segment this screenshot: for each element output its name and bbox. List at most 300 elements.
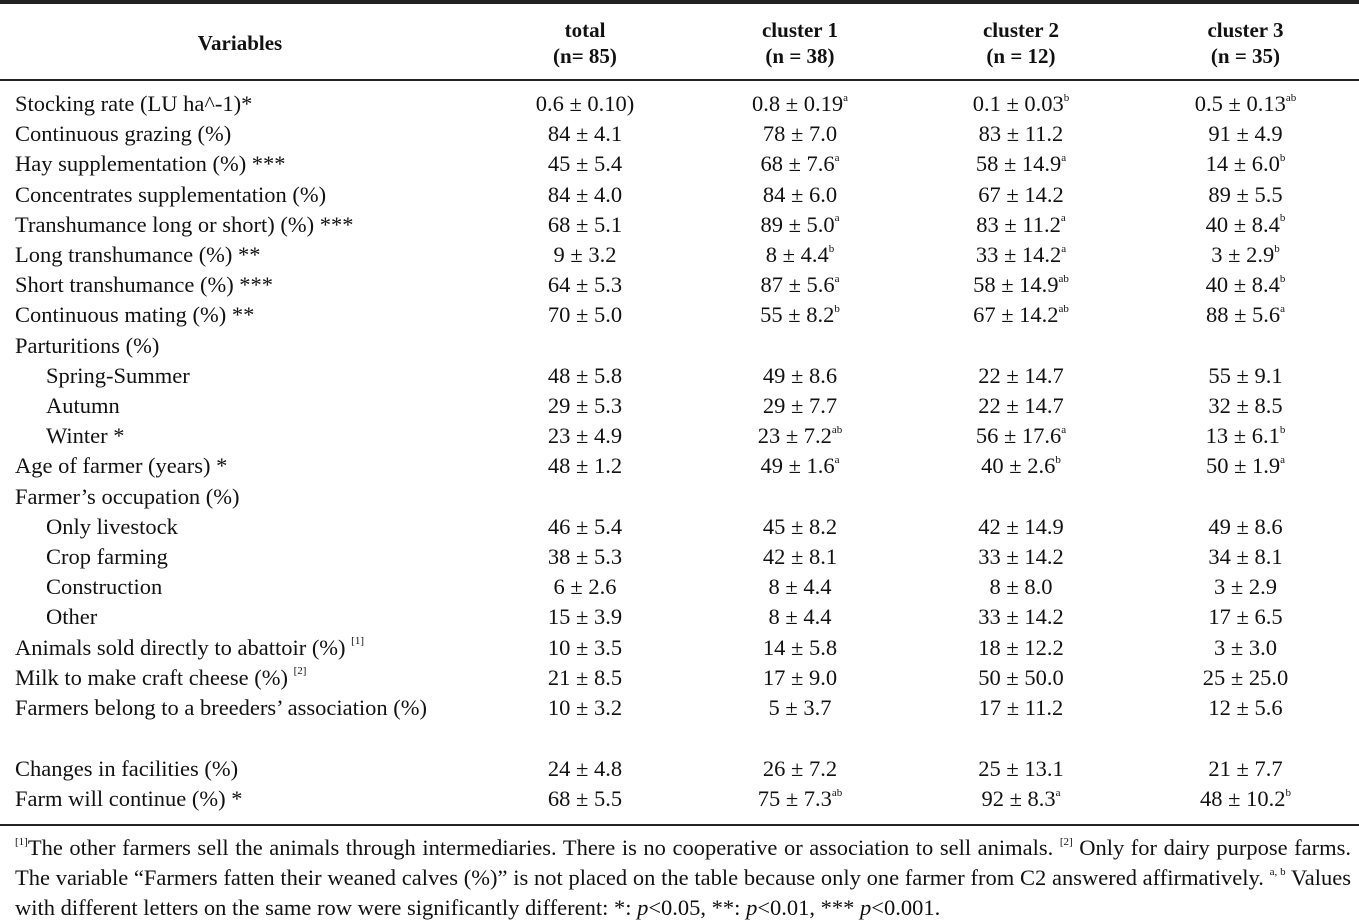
- cell-value: 10 ± 3.2: [547, 695, 623, 721]
- cell-value: 55 ± 8.2: [760, 302, 835, 328]
- cell-value: 75 ± 7.3: [757, 786, 832, 812]
- cell-value: 87 ± 5.6: [760, 272, 835, 298]
- cell-value: 34 ± 8.1: [1208, 544, 1283, 570]
- footnote-marker-1: [1]: [15, 835, 28, 848]
- significance-letter: a: [1060, 212, 1066, 225]
- cell-cluster-2: [910, 421, 1132, 451]
- cell-value: 13 ± 6.1: [1205, 423, 1280, 449]
- cell-value: 55 ± 9.1: [1208, 362, 1283, 388]
- cell-value: 48 ± 10.2: [1200, 786, 1286, 812]
- cell-value: 40 ± 8.4: [1205, 211, 1280, 237]
- cell-total: [480, 210, 690, 240]
- significance-letter: a: [843, 91, 848, 104]
- significance-letter: a: [1055, 786, 1061, 799]
- significance-letter: b: [834, 302, 840, 315]
- cell-value: 33 ± 14.2: [975, 242, 1062, 268]
- cell-value: 33 ± 14.2: [978, 544, 1064, 570]
- cell-value: 3 ± 2.9: [1211, 242, 1275, 268]
- header-total-n: (n= 85): [553, 44, 617, 68]
- cell-variable: [0, 602, 480, 632]
- significance-letter: a: [834, 151, 840, 164]
- cell-cluster-2: [910, 149, 1132, 179]
- variable-label: Long transhumance (%) **: [15, 242, 261, 268]
- variable-label: Continuous mating (%) **: [15, 302, 255, 328]
- variable-label: Stocking rate (LU ha^-1)*: [15, 91, 253, 116]
- variable-label: Parturitions (%): [15, 332, 160, 358]
- variable-label: Changes in facilities (%): [15, 756, 239, 782]
- table-row: [0, 180, 1359, 210]
- footnote-text-6: <0.001.: [871, 895, 941, 920]
- cell-cluster-3: [1132, 482, 1359, 512]
- cell-cluster-1: [690, 482, 910, 512]
- cell-cluster-3: [1132, 602, 1359, 632]
- cell-cluster-2: [910, 80, 1132, 119]
- header-total-name: total: [564, 18, 606, 42]
- cell-value: 0.6 ± 0.10): [535, 91, 635, 116]
- cell-cluster-2: [910, 300, 1132, 330]
- cell-value: 88 ± 5.6: [1205, 302, 1281, 328]
- table-row: [0, 754, 1359, 784]
- cell-value: 8 ± 4.4: [768, 574, 832, 600]
- footnote-text-3: Values with different letters on the same row were significantly different: *:: [15, 865, 1351, 920]
- cell-value: 49 ± 8.6: [1208, 513, 1283, 539]
- cell-value: 58 ± 14.9: [975, 151, 1062, 177]
- cell-value: 0.1 ± 0.03: [972, 91, 1064, 116]
- significance-letter: a: [1061, 242, 1067, 255]
- cell-value: 50 ± 1.9: [1205, 453, 1281, 479]
- cell-value: 46 ± 5.4: [547, 513, 623, 539]
- cell-total: [480, 240, 690, 270]
- cell-cluster-1: [690, 210, 910, 240]
- footnote-ref: [1]: [351, 635, 364, 648]
- cell-cluster-2: [910, 119, 1132, 149]
- variable-label: Continuous grazing (%): [15, 121, 232, 147]
- cell-value: 42 ± 14.9: [978, 513, 1064, 539]
- cell-value: 14 ± 5.8: [762, 634, 838, 660]
- table-row: [0, 451, 1359, 481]
- cell-total: [480, 602, 690, 632]
- table-row: [0, 602, 1359, 632]
- cell-cluster-1: [690, 602, 910, 632]
- cell-cluster-1: [690, 300, 910, 330]
- cell-cluster-3: [1132, 331, 1359, 361]
- cell-total: [480, 663, 690, 693]
- cell-cluster-3: [1132, 784, 1359, 825]
- cell-value: 23 ± 7.2: [757, 423, 832, 449]
- cell-value: 3 ± 2.9: [1214, 574, 1277, 600]
- cell-variable: [0, 633, 480, 663]
- significance-letter: ab: [831, 423, 843, 436]
- cell-total: [480, 180, 690, 210]
- significance-letter: b: [1063, 91, 1070, 104]
- significance-letter: b: [1279, 272, 1286, 285]
- significance-letter: a: [834, 212, 840, 225]
- cell-total: [480, 300, 690, 330]
- variable-label: Construction: [46, 574, 163, 600]
- cell-value: 48 ± 5.8: [547, 362, 623, 388]
- cell-value: 78 ± 7.0: [762, 121, 838, 147]
- cell-cluster-2: [910, 361, 1132, 391]
- variable-label: Crop farming: [46, 544, 168, 570]
- cell-value: 29 ± 7.7: [762, 393, 838, 419]
- footnote-text-2: Only for dairy purpose farms. The variable “Farmers fatten their weaned calves (%)” is not placed on the table because only one farmer from C2 answered affirmatively.: [15, 835, 1352, 890]
- cell-cluster-2: [910, 210, 1132, 240]
- cell-value: 83 ± 11.2: [978, 121, 1064, 147]
- cell-value: 68 ± 5.1: [547, 211, 623, 237]
- cell-value: 8 ± 8.0: [989, 574, 1053, 600]
- cell-cluster-2: [910, 572, 1132, 602]
- table-row: [0, 80, 1359, 119]
- cell-cluster-2: [910, 633, 1132, 663]
- variable-label: Hay supplementation (%) ***: [15, 151, 286, 177]
- header-cluster-2: [910, 3, 1132, 80]
- variable-label: Age of farmer (years) *: [15, 453, 228, 479]
- significance-letter: a: [1061, 423, 1067, 436]
- header-cluster-3-n: (n = 35): [1210, 44, 1281, 68]
- cell-total: [480, 572, 690, 602]
- cell-cluster-3: [1132, 391, 1359, 421]
- table-row: [0, 361, 1359, 391]
- header-cluster-2-n: (n = 12): [986, 44, 1056, 68]
- cell-cluster-2: [910, 331, 1132, 361]
- cell-cluster-3: [1132, 542, 1359, 572]
- cell-cluster-1: [690, 119, 910, 149]
- cell-variable: [0, 270, 480, 300]
- cell-cluster-2: [910, 602, 1132, 632]
- cell-value: 89 ± 5.5: [1208, 181, 1283, 207]
- cell-cluster-3: [1132, 572, 1359, 602]
- cell-value: 17 ± 6.5: [1208, 604, 1283, 630]
- table-row: [0, 119, 1359, 149]
- variable-label: Transhumance long or short) (%) ***: [15, 211, 354, 237]
- table-row: [0, 633, 1359, 663]
- cell-cluster-3: [1132, 361, 1359, 391]
- cell-variable: [0, 542, 480, 572]
- cell-value: 70 ± 5.0: [547, 302, 623, 328]
- cell-cluster-1: [690, 180, 910, 210]
- cell-value: 24 ± 4.8: [547, 756, 623, 782]
- cell-total: [480, 361, 690, 391]
- table-row: [0, 421, 1359, 451]
- cell-cluster-3: [1132, 451, 1359, 481]
- significance-letter: ab: [1058, 302, 1069, 315]
- table-row: [0, 693, 1359, 754]
- cell-value: 68 ± 7.6: [760, 151, 835, 177]
- cell-value: 67 ± 14.2: [973, 302, 1059, 328]
- cell-cluster-3: [1132, 119, 1359, 149]
- significance-letter: b: [1274, 242, 1280, 255]
- cell-cluster-1: [690, 693, 910, 754]
- cell-value: 22 ± 14.7: [978, 393, 1064, 419]
- cell-total: [480, 421, 690, 451]
- significance-letter: ab: [1058, 272, 1069, 285]
- cell-variable: [0, 240, 480, 270]
- cell-total: [480, 693, 690, 754]
- cell-value: 26 ± 7.2: [762, 756, 838, 782]
- cell-variable: [0, 572, 480, 602]
- cell-value: 92 ± 8.3: [981, 786, 1056, 812]
- cell-value: 56 ± 17.6: [975, 423, 1062, 449]
- significance-letter: a: [1061, 151, 1067, 164]
- cell-cluster-1: [690, 542, 910, 572]
- cell-value: 23 ± 4.9: [547, 423, 623, 449]
- cell-value: 9 ± 3.2: [553, 242, 617, 268]
- cell-variable: [0, 693, 480, 754]
- header-cluster-2-name: cluster 2: [982, 18, 1059, 42]
- cell-cluster-1: [690, 663, 910, 693]
- table-row: [0, 331, 1359, 361]
- cell-value: 8 ± 4.4: [765, 242, 829, 268]
- cell-cluster-2: [910, 270, 1132, 300]
- cell-cluster-1: [690, 754, 910, 784]
- variable-label: Only livestock: [46, 513, 178, 539]
- cell-value: 12 ± 5.6: [1208, 695, 1283, 721]
- cell-total: [480, 149, 690, 179]
- variable-label: Autumn: [46, 393, 120, 419]
- significance-letter: a: [1280, 302, 1286, 315]
- table-row: [0, 149, 1359, 179]
- cell-variable: [0, 80, 480, 119]
- significance-letter: b: [1279, 423, 1286, 436]
- cell-cluster-2: [910, 754, 1132, 784]
- cell-cluster-2: [910, 693, 1132, 754]
- cell-value: 33 ± 14.2: [978, 604, 1064, 630]
- table-row: [0, 240, 1359, 270]
- cell-cluster-1: [690, 633, 910, 663]
- cell-variable: [0, 149, 480, 179]
- footnote-p-2: p: [746, 895, 758, 920]
- cell-value: 6 ± 2.6: [553, 574, 617, 600]
- cell-value: 68 ± 5.5: [547, 786, 623, 812]
- cell-cluster-2: [910, 512, 1132, 542]
- variable-label: Short transhumance (%) ***: [15, 272, 274, 298]
- cell-total: [480, 80, 690, 119]
- cell-cluster-3: [1132, 633, 1359, 663]
- table-row: [0, 391, 1359, 421]
- cell-value: 5 ± 3.7: [768, 695, 832, 721]
- variable-label: Other: [46, 604, 98, 630]
- cell-variable: [0, 210, 480, 240]
- cell-variable: [0, 119, 480, 149]
- table-footnote: [15, 833, 1351, 923]
- cell-value: 84 ± 6.0: [762, 181, 838, 207]
- cell-value: 14 ± 6.0: [1205, 151, 1280, 177]
- header-cluster-3-name: cluster 3: [1207, 18, 1284, 42]
- cell-variable: [0, 784, 480, 825]
- header-cluster-3: [1132, 3, 1359, 80]
- cell-value: 67 ± 14.2: [978, 181, 1064, 207]
- footnote-marker-ab: a, b: [1269, 865, 1286, 878]
- variable-label: Spring-Summer: [46, 362, 190, 388]
- table-row: [0, 482, 1359, 512]
- variable-label: Winter *: [46, 423, 125, 449]
- cell-value: 10 ± 3.5: [547, 634, 623, 660]
- cell-cluster-1: [690, 572, 910, 602]
- cell-cluster-1: [690, 451, 910, 481]
- cell-variable: [0, 300, 480, 330]
- footnote-marker-2: [2]: [1059, 835, 1073, 848]
- significance-letter: a: [834, 272, 840, 285]
- header-cluster-1-n: (n = 38): [765, 44, 835, 68]
- cell-cluster-1: [690, 270, 910, 300]
- cell-cluster-3: [1132, 300, 1359, 330]
- significance-letter: a: [834, 453, 840, 466]
- cell-cluster-2: [910, 240, 1132, 270]
- cell-cluster-3: [1132, 240, 1359, 270]
- significance-letter: a: [1280, 453, 1286, 466]
- cell-variable: [0, 451, 480, 481]
- significance-letter: b: [828, 242, 835, 255]
- cell-cluster-1: [690, 331, 910, 361]
- cell-total: [480, 542, 690, 572]
- cell-value: 21 ± 7.7: [1208, 756, 1283, 782]
- cell-value: 89 ± 5.0: [760, 211, 835, 237]
- variable-label: Farmers belong to a breeders’ association (%): [15, 695, 427, 721]
- cell-cluster-2: [910, 180, 1132, 210]
- header-cluster-1: [690, 3, 910, 80]
- cell-variable: [0, 663, 480, 693]
- cell-value: 32 ± 8.5: [1208, 393, 1283, 419]
- table-row: [0, 663, 1359, 693]
- table-row: [0, 210, 1359, 240]
- cell-variable: [0, 754, 480, 784]
- header-variables: Variables: [0, 3, 480, 80]
- variable-label: Concentrates supplementation (%): [15, 181, 327, 207]
- cell-total: [480, 512, 690, 542]
- cell-value: 21 ± 8.5: [547, 664, 623, 690]
- cell-value: 58 ± 14.9: [973, 272, 1059, 298]
- cell-variable: [0, 331, 480, 361]
- cell-cluster-3: [1132, 512, 1359, 542]
- cell-total: [480, 391, 690, 421]
- cell-variable: [0, 180, 480, 210]
- footnote-text-4: <0.05, **:: [648, 895, 741, 920]
- significance-letter: b: [1279, 151, 1286, 164]
- cell-value: 3 ± 3.0: [1214, 634, 1277, 660]
- footnote-p-1: p: [637, 895, 649, 920]
- significance-letter: ab: [1285, 91, 1297, 104]
- cell-cluster-3: [1132, 421, 1359, 451]
- cell-value: 0.8 ± 0.19: [752, 91, 844, 116]
- cell-value: 49 ± 1.6: [760, 453, 835, 479]
- variable-label: Milk to make craft cheese (%): [15, 664, 288, 690]
- table-body: [0, 80, 1359, 825]
- header-total: [480, 3, 690, 80]
- cell-cluster-3: [1132, 693, 1359, 754]
- cell-cluster-3: [1132, 754, 1359, 784]
- cell-value: 15 ± 3.9: [547, 604, 623, 630]
- variable-label: Animals sold directly to abattoir (%): [15, 634, 346, 660]
- cell-value: 25 ± 25.0: [1202, 664, 1289, 690]
- cell-variable: [0, 361, 480, 391]
- cell-cluster-2: [910, 784, 1132, 825]
- cell-cluster-1: [690, 391, 910, 421]
- cell-variable: [0, 391, 480, 421]
- cell-total: [480, 784, 690, 825]
- variable-label: Farmer’s occupation (%): [15, 483, 240, 509]
- cell-cluster-3: [1132, 180, 1359, 210]
- cell-variable: [0, 512, 480, 542]
- cell-value: 18 ± 12.2: [978, 634, 1064, 660]
- cell-value: 17 ± 9.0: [762, 664, 838, 690]
- cell-value: 91 ± 4.9: [1208, 121, 1283, 147]
- cell-value: 49 ± 8.6: [762, 362, 838, 388]
- cell-variable: [0, 421, 480, 451]
- cell-cluster-1: [690, 421, 910, 451]
- cell-cluster-2: [910, 482, 1132, 512]
- cell-value: 29 ± 5.3: [547, 393, 623, 419]
- cell-value: 22 ± 14.7: [978, 362, 1064, 388]
- cell-value: 45 ± 5.4: [547, 151, 623, 177]
- cell-total: [480, 119, 690, 149]
- cell-cluster-3: [1132, 149, 1359, 179]
- cell-total: [480, 451, 690, 481]
- table-row: [0, 270, 1359, 300]
- cell-value: 64 ± 5.3: [547, 272, 623, 298]
- table-row: [0, 512, 1359, 542]
- cell-value: 42 ± 8.1: [762, 544, 838, 570]
- cell-cluster-1: [690, 240, 910, 270]
- cell-value: 50 ± 50.0: [978, 664, 1064, 690]
- header-row: [0, 3, 1359, 80]
- footnote-p-3: p: [860, 895, 872, 920]
- variable-label: Farm will continue (%) *: [15, 786, 243, 812]
- table-row: [0, 572, 1359, 602]
- cell-value: 84 ± 4.0: [547, 181, 623, 207]
- cell-value: 45 ± 8.2: [762, 513, 838, 539]
- cell-cluster-3: [1132, 80, 1359, 119]
- footnote-ref: [2]: [293, 665, 307, 678]
- significance-letter: ab: [831, 786, 843, 799]
- cell-cluster-3: [1132, 663, 1359, 693]
- cell-value: 83 ± 11.2: [976, 211, 1061, 237]
- cell-cluster-2: [910, 542, 1132, 572]
- cell-value: 25 ± 13.1: [978, 756, 1064, 782]
- cell-value: 8 ± 4.4: [768, 604, 832, 630]
- cell-value: 40 ± 8.4: [1205, 272, 1280, 298]
- table-row: [0, 542, 1359, 572]
- cell-total: [480, 331, 690, 361]
- cell-total: [480, 754, 690, 784]
- header-cluster-1-name: cluster 1: [761, 18, 838, 42]
- footnote-text-5: <0.01, ***: [757, 895, 855, 920]
- cell-cluster-2: [910, 391, 1132, 421]
- cell-cluster-2: [910, 451, 1132, 481]
- cell-value: 38 ± 5.3: [547, 544, 623, 570]
- cell-cluster-1: [690, 361, 910, 391]
- significance-letter: b: [1055, 453, 1061, 466]
- cell-cluster-2: [910, 663, 1132, 693]
- table-row: [0, 300, 1359, 330]
- cell-cluster-1: [690, 149, 910, 179]
- significance-letter: b: [1279, 212, 1286, 225]
- cell-cluster-3: [1132, 270, 1359, 300]
- cell-value: 48 ± 1.2: [547, 453, 623, 479]
- cell-total: [480, 633, 690, 663]
- cell-cluster-1: [690, 512, 910, 542]
- cell-value: 0.5 ± 0.13: [1194, 91, 1286, 116]
- cell-value: 40 ± 2.6: [981, 453, 1056, 479]
- cell-variable: [0, 482, 480, 512]
- cell-cluster-1: [690, 80, 910, 119]
- cell-total: [480, 270, 690, 300]
- cell-cluster-3: [1132, 210, 1359, 240]
- cell-total: [480, 482, 690, 512]
- cell-value: 17 ± 11.2: [978, 695, 1064, 721]
- cell-cluster-1: [690, 784, 910, 825]
- table-row: [0, 784, 1359, 825]
- significance-letter: b: [1285, 786, 1291, 799]
